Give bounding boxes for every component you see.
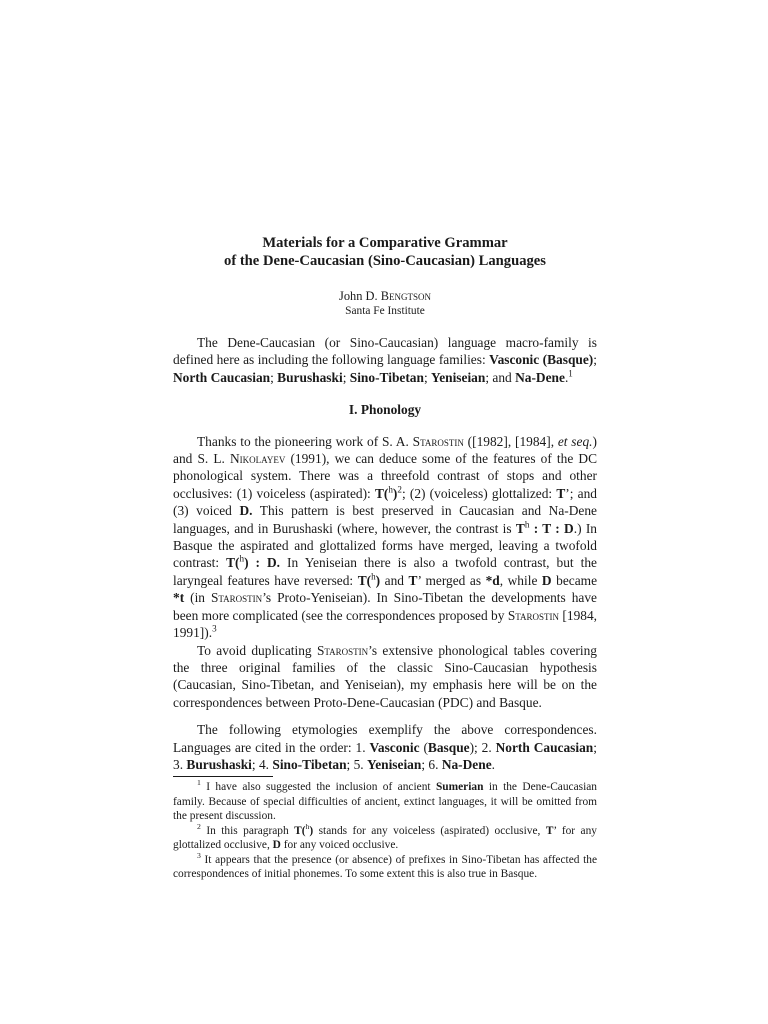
footnote-3 [173,853,597,882]
intro-north-caucasian: North Caucasian [173,369,271,385]
sup-h: h [524,519,530,530]
footnote-number: 2 [197,822,201,832]
text: ; 5. [346,756,368,772]
lang-yeniseian: Yeniseian [367,756,422,772]
text: , while [499,572,542,588]
sep: ; and [485,369,516,385]
text: It appears that the presence (or absence) of prefixes in Sino-Tibetan has affected the correspondences of initial phonemes. To some extent this is also true in Basque. [173,853,597,881]
text: for any glottalized occlusive, [173,824,597,852]
title-paren-open: ( [364,253,373,269]
lang-basque: Basque [427,739,470,755]
intro-paragraph [173,334,597,386]
text: ( [419,739,428,755]
section-heading: I. Phonology [348,402,422,418]
symbol-paren: ) [375,572,381,588]
text: ) and S. L. [173,433,597,467]
intro-yeniseian: Yeniseian [431,369,486,385]
et-seq: et seq. [557,433,593,449]
text: Thanks to the pioneering work of S. A. [197,433,413,449]
paper-title [173,234,597,270]
footnote-1 [173,780,597,824]
sup-h: h [371,571,376,582]
text: ; 4. [251,756,273,772]
title-line-1: Materials for a Comparative Grammar [262,235,508,251]
author-last: Bengtson [380,289,431,303]
symbol-t-glottalized: T [545,824,554,837]
text: ’s extensive phonological tables covering the three original families of the classic Sino-Caucasian hypothesis (Caucasian, Sino-Tibetan, and Yeniseian), my emphasis here will be on the correspondences between Proto-Dene-Caucasian (PDC) and Basque. [173,642,597,710]
text: for any voiced occlusive. [280,839,399,852]
author-starostin: Starostin [210,590,263,606]
symbol-contrast: ) : D. [244,555,281,571]
text: ; 6. [421,756,442,772]
text: I have also suggested the inclusion of ancient [200,781,436,794]
text: became [551,572,598,588]
author-first: John D. [339,289,381,303]
symbol-star-d: *d [485,572,500,588]
footnote-number: 1 [197,778,201,788]
text: ); 2. [469,739,496,755]
title-sino-caucasian: Sino-Caucasian [372,253,471,269]
paper-body [173,234,597,882]
symbol-d: D [541,572,552,588]
symbol-d: D. [239,503,253,519]
text: This pattern is best preserved in Caucasian and Na-Dene languages, and in Burushaski (where, however, the contrast is [173,503,597,536]
author-name [173,288,597,304]
text: ([1982], [1984], [463,433,558,449]
footnote-number: 3 [197,851,201,861]
author-nikolayev: Nikolayev [230,451,286,467]
sep: ; [342,369,350,385]
title-languages: ) Languages [470,253,546,269]
title-dene-caucasian: Dene-Caucasian [262,253,365,269]
author-affiliation: Santa Fe Institute [345,305,425,317]
symbol-t-glottalized: T [556,485,566,501]
text: ; 3. [173,739,597,772]
symbol-t: T [515,520,525,536]
text: [1984, 1991]). [173,607,598,641]
phonology-paragraph-1: Thanks to the pioneering work of S. A. Starostin ([1982], [1984], et seq.) and S. L. Nikolayev (1991), we can deduce some of the features of the DC phonological system. There was a threefold contrast of stops and other occlusives: (1) voiceless (aspirated): $T(^h)^2$; (2) (voiceless) glottalized: T’; and (3) voiced D. This pattern is best preserved in Caucasian and Na-Dene languages, and in Burushaski (where, however, the contrast is $T^h$ : T : D.) In Basque the aspirated and glottalized forms have merged, leaving a twofold contrast: T($^h$) : D. In Yeniseian there is also a twofold contrast, but the laryngeal features have reversed: T($^h$) and T’ merged as *d, while D became *t (in Starostin’s Proto-Yeniseian). In Sino-Tibetan the developments have been more complicated (see the correspondences proposed by Starostin [1984, 1991]).$^3$ [173,433,598,641]
sup-h: h [305,822,310,832]
symbol-d: D [272,839,281,852]
lang-burushaski: Burushaski [186,756,252,772]
lang-north-caucasian: North Caucasian [495,739,594,755]
text: . [491,756,496,772]
lang-na-dene: Na-Dene [441,756,492,772]
text: ; (2) (voiceless) glottalized: [401,485,557,501]
symbol-t-aspirated: T( [374,485,389,501]
intro-burushaski: Burushaski [277,369,343,385]
sep: ; [593,352,597,368]
text: In this paragraph [200,824,295,837]
sep: ; [270,369,278,385]
sep: ; [423,369,432,385]
symbol-paren: ) [309,824,314,837]
sup-h: h [388,484,393,495]
text: The following etymologies exemplify the above correspondences. Languages are cited in the order: 1. [173,722,597,755]
lang-sino-tibetan: Sino-Tibetan [272,756,347,772]
text: To avoid duplicating [197,642,317,658]
symbol-t-aspirated: T( [294,824,306,837]
text: merged as [420,572,486,588]
text: .) In Basque the aspirated and glottalized forms have merged, leaving a twofold contrast: [173,520,597,571]
text: (in [184,590,211,606]
symbol-contrast: : T : D [529,520,574,536]
symbol-t-aspirated: T( [357,572,372,588]
footnote-ref-3: 3 [212,623,217,634]
intro-vasconic: Vasconic (Basque) [489,352,594,368]
symbol-t-glottalized: T [408,572,418,588]
text: ’s Proto-Yeniseian). In Sino-Tibetan the developments have been more complicated (see the correspondences proposed by [173,590,597,623]
intro-sino-tibetan: Sino-Tibetan [349,369,424,385]
footnote-ref-2: 2 [397,484,402,495]
author-starostin: Starostin [412,433,464,449]
lang-vasconic: Vasconic [369,739,420,755]
symbol-paren: ) [392,485,398,501]
text: ; and (3) voiced [173,485,597,519]
symbol-star-t: *t [173,590,185,606]
phonology-paragraph-2 [173,642,597,712]
lang-sumerian: Sumerian [435,781,484,794]
text: stands for any voiceless (aspirated) occlusive, [313,824,546,837]
intro-na-dene: Na-Dene [515,369,565,385]
text: and [380,572,409,588]
sup-h: h [239,554,245,564]
title-line-2-pre: of the [224,253,263,269]
author-starostin: Starostin [316,642,369,658]
text: in the Dene-Caucasian family. Because of special difficulties of ancient, extinct languages, it will be omitted from the present discussion. [173,781,597,823]
author-starostin: Starostin [507,607,560,623]
footnote-ref-1: 1 [568,368,573,379]
symbol-t-aspirated: T( [226,555,240,571]
text: In Yeniseian there is also a twofold contrast, but the laryngeal features have reversed: [173,555,597,588]
footnote-2: $^2$ In this paragraph T($^h$) stands for any voiceless (aspirated) occlusive, T’ for any glottalized occlusive, D for any voiced occlusive. [173,822,597,852]
text: (1991), we can deduce some of the features of the DC phonological system. There was a threefold contrast of stops and other occlusives: (1) voiceless (aspirated): [173,451,597,501]
footnote-rule [173,776,273,777]
phonology-paragraph-3 [173,721,597,773]
period: . [564,369,569,385]
intro-text: The Dene-Caucasian (or Sino-Caucasian) language macro-family is defined here as including the following language families: [173,335,597,368]
